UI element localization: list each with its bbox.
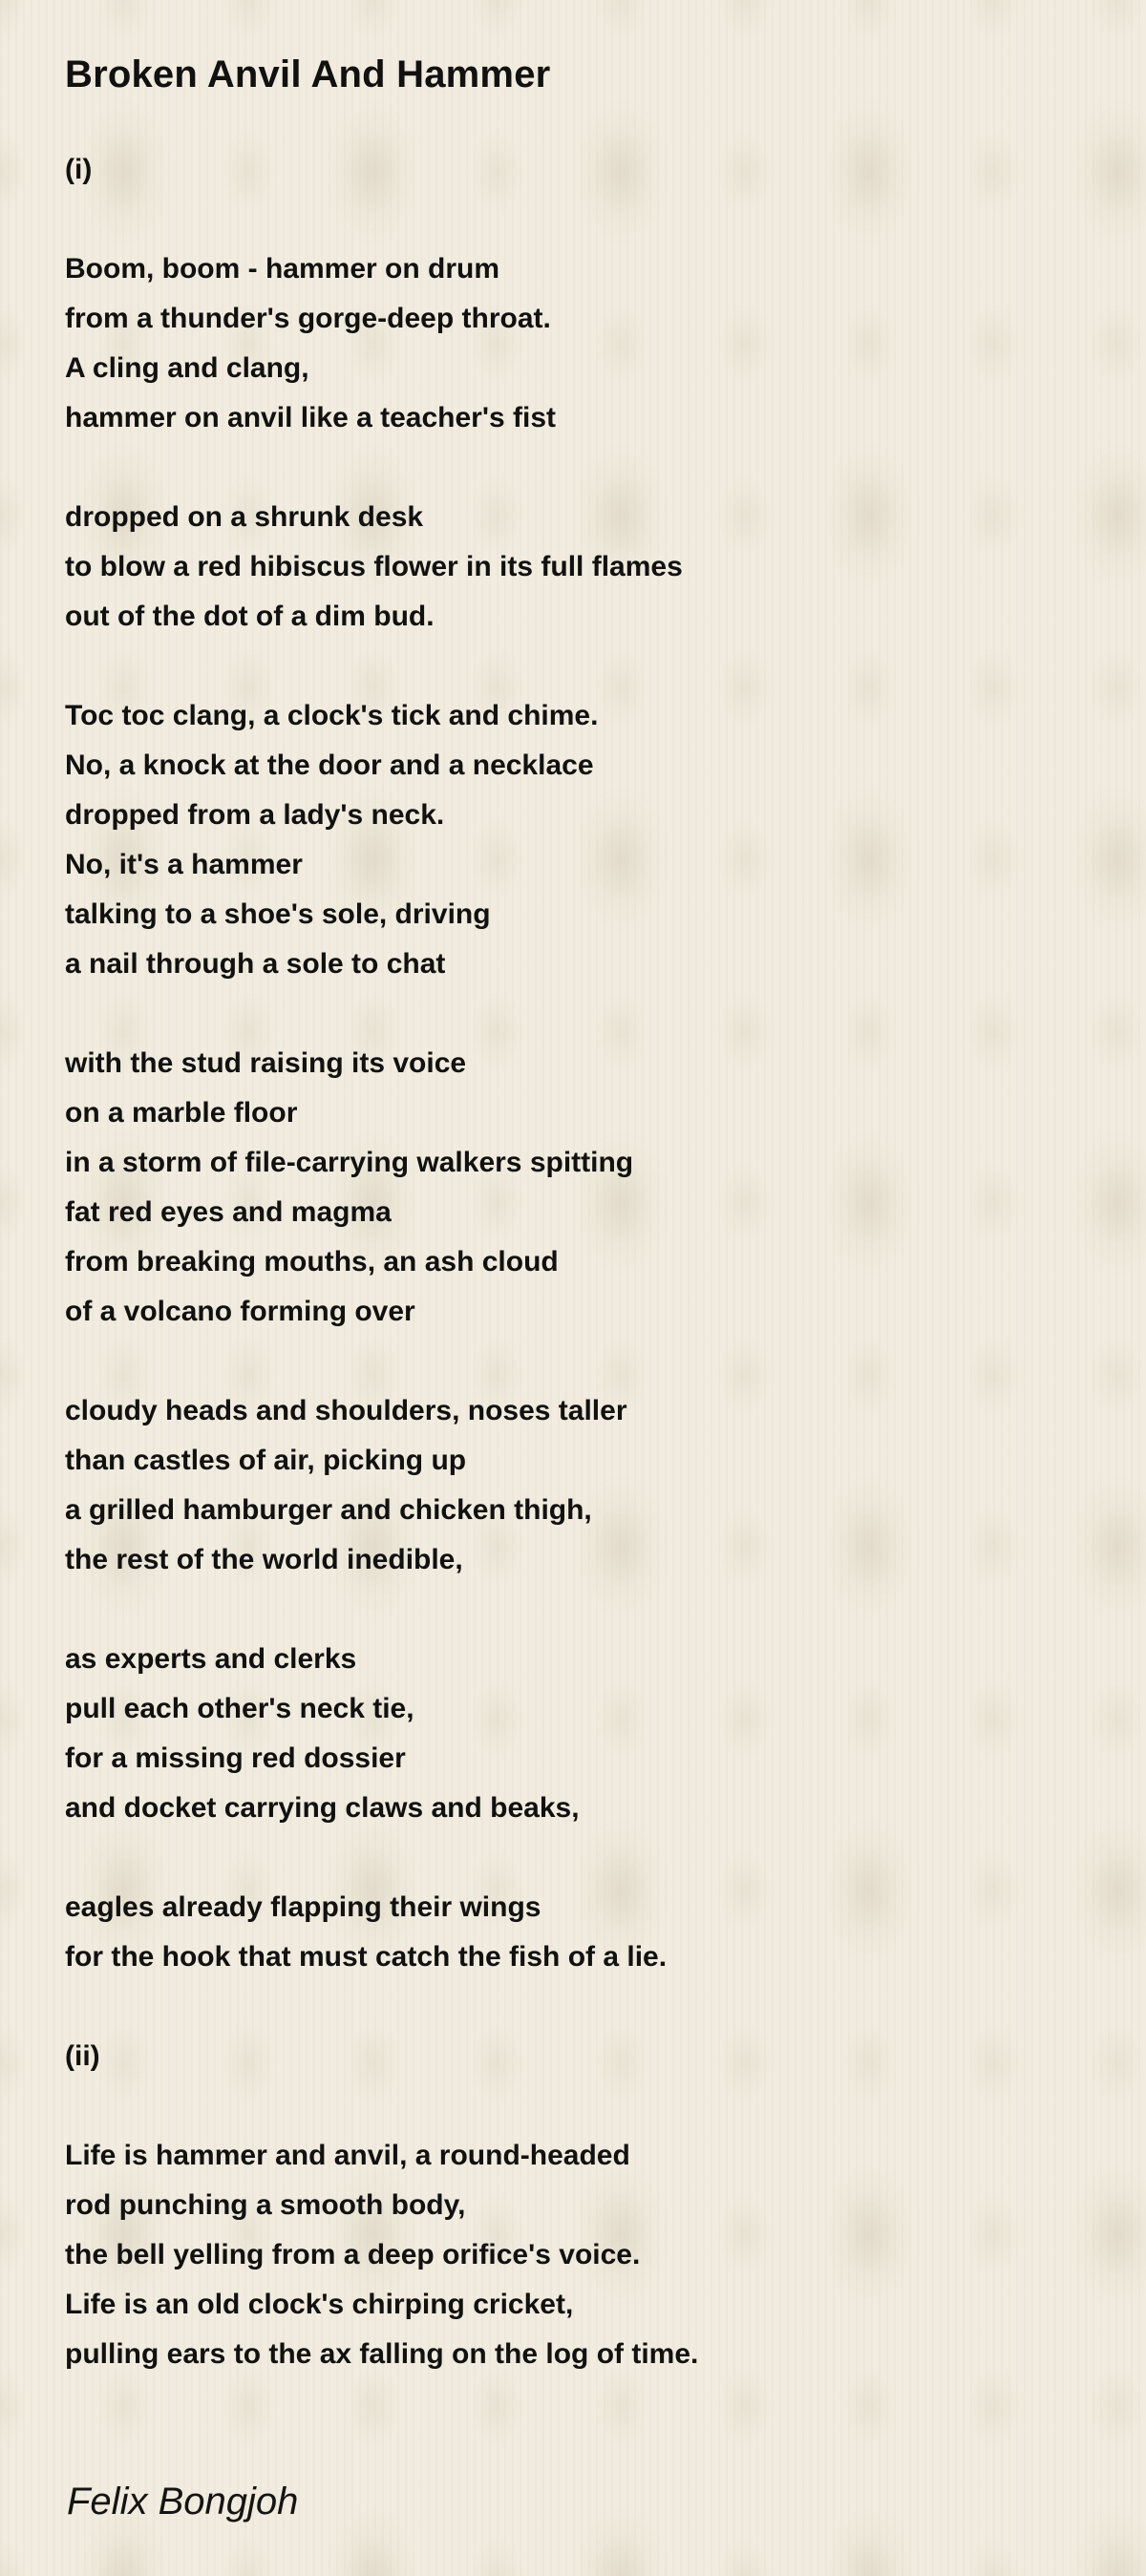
poem-line: Boom, boom - hammer on drum xyxy=(65,253,500,285)
poem-line: the bell yelling from a deep orifice's voice. xyxy=(65,2239,641,2270)
stanza xyxy=(65,1039,1096,1337)
poem-line: as experts and clerks xyxy=(65,1643,357,1675)
poem-line: dropped from a lady's neck. xyxy=(65,799,445,831)
poem-line: in a storm of file-carrying walkers spitting xyxy=(65,1147,634,1178)
poem-line: cloudy heads and shoulders, noses taller xyxy=(65,1395,627,1426)
poem-line: pulling ears to the ax falling on the log of time. xyxy=(65,2338,699,2370)
poem-line: the rest of the world inedible, xyxy=(65,1544,463,1575)
poem-line: No, a knock at the door and a necklace xyxy=(65,750,594,781)
poem-line: Life is hammer and anvil, a round-headed xyxy=(65,2140,630,2171)
poem-line: rod punching a smooth body, xyxy=(65,2189,466,2221)
poem-line: pull each other's neck tie, xyxy=(65,1693,414,1724)
stanza xyxy=(65,1635,1096,1833)
poem-line: dropped on a shrunk desk xyxy=(65,501,424,533)
poem-line: with the stud raising its voice xyxy=(65,1047,467,1079)
poem-line: No, it's a hammer xyxy=(65,849,303,880)
section-numeral: (ii) xyxy=(65,2040,100,2072)
poem-line: from a thunder's gorge-deep throat. xyxy=(65,303,551,334)
poem-author: Felix Bongjoh xyxy=(67,2481,299,2523)
poem-line: eagles already flapping their wings xyxy=(65,1891,541,1923)
poem-line: from breaking mouths, an ash cloud xyxy=(65,1246,559,1277)
poem-line: a nail through a sole to chat xyxy=(65,948,446,980)
poem-line: A cling and clang, xyxy=(65,352,309,384)
stanza xyxy=(65,691,1096,989)
poem-line: on a marble floor xyxy=(65,1097,298,1129)
poem-line: for the hook that must catch the fish of a lie. xyxy=(65,1941,668,1973)
poem-container xyxy=(65,46,1096,2429)
stanza xyxy=(65,244,1096,443)
stanza xyxy=(65,493,1096,642)
poem-line: of a volcano forming over xyxy=(65,1296,415,1327)
stanza xyxy=(65,1883,1096,1982)
poem-line: out of the dot of a dim bud. xyxy=(65,601,435,632)
poem-line: to blow a red hibiscus flower in its full flames xyxy=(65,551,683,582)
poem-line: a grilled hamburger and chicken thigh, xyxy=(65,1494,592,1526)
poem-line: Life is an old clock's chirping cricket, xyxy=(65,2289,574,2320)
poem-line: and docket carrying claws and beaks, xyxy=(65,1792,580,1824)
poem-line: hammer on anvil like a teacher's fist xyxy=(65,402,557,433)
poem-line: talking to a shoe's sole, driving xyxy=(65,898,491,930)
stanza xyxy=(65,1386,1096,1585)
section-heading xyxy=(65,2032,1096,2081)
poem-line: Toc toc clang, a clock's tick and chime. xyxy=(65,700,599,731)
stanza xyxy=(65,2131,1096,2379)
poem-line: than castles of air, picking up xyxy=(65,1445,467,1476)
poem-line: fat red eyes and magma xyxy=(65,1196,392,1228)
poem-title: Broken Anvil And Hammer xyxy=(65,53,551,95)
section-numeral: (i) xyxy=(65,154,93,185)
poem-line: for a missing red dossier xyxy=(65,1742,406,1774)
poem-body xyxy=(65,145,1096,2379)
section-heading xyxy=(65,145,1096,195)
